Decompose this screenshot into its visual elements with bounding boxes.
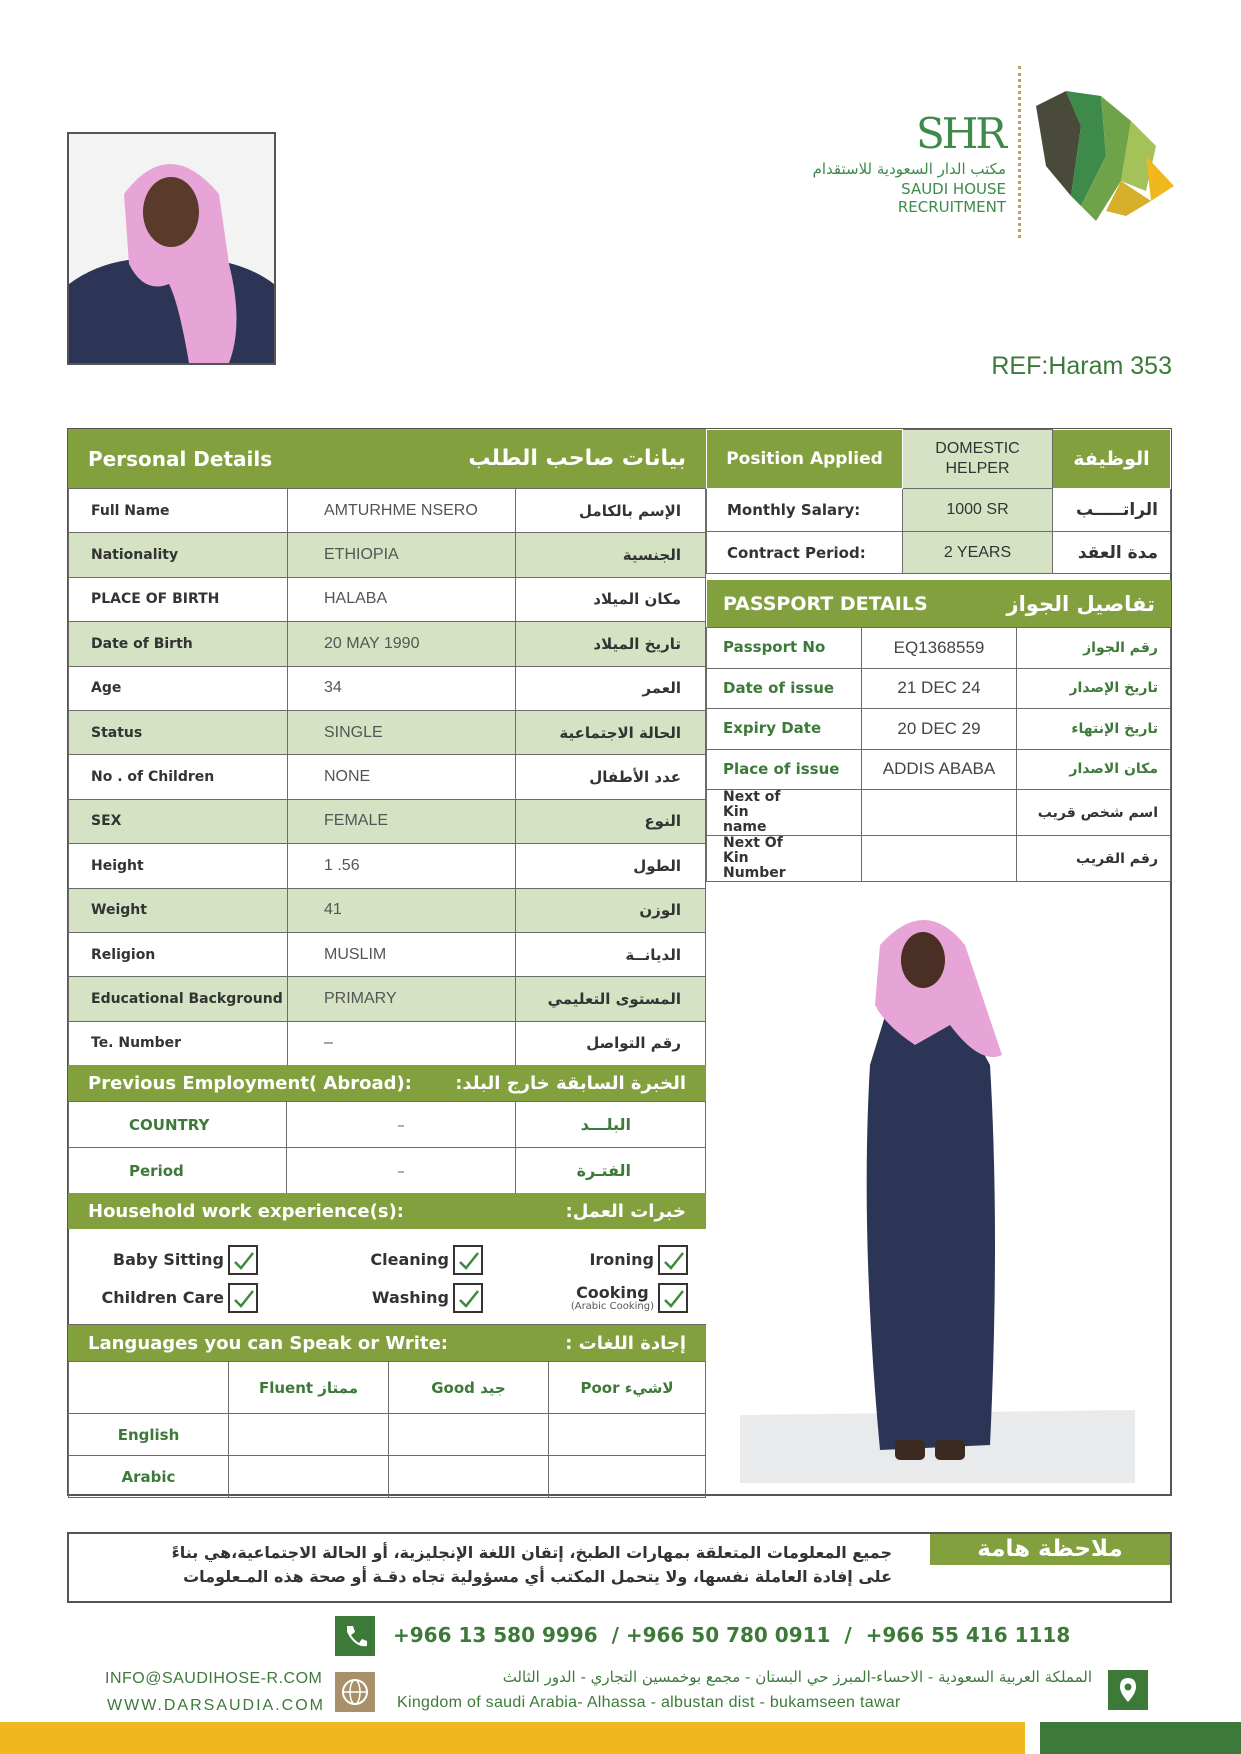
personal-row-label: Height <box>69 844 288 888</box>
personal-row-value: PRIMARY <box>288 977 516 1021</box>
passport-row-label: Date of issue <box>707 668 862 709</box>
logo-mark: SHR <box>916 109 1005 158</box>
passport-row-label: Next of Kin name <box>707 790 862 836</box>
passport-row <box>707 749 1171 790</box>
personal-row-value: – <box>288 1021 516 1065</box>
language-cell-fluent[interactable] <box>229 1414 389 1456</box>
company-logo <box>790 64 1190 244</box>
languages-header-ar: إجادة اللغات : <box>565 1332 686 1354</box>
passport-row-value: ADDIS ABABA <box>862 749 1017 790</box>
language-cell-poor[interactable] <box>549 1456 706 1498</box>
previous-row-value: – <box>287 1102 516 1148</box>
personal-details-header <box>68 429 706 488</box>
previous-header-en: Previous Employment( Abroad): <box>88 1072 412 1094</box>
personal-details-table <box>68 488 706 1066</box>
personal-row-value: NONE <box>288 755 516 799</box>
salary-value: 1000 SR <box>903 489 1053 532</box>
personal-row-label: Weight <box>69 888 288 932</box>
personal-row <box>69 977 706 1021</box>
passport-row-value <box>862 790 1017 836</box>
household-header <box>68 1193 706 1229</box>
language-cell-good[interactable] <box>389 1456 549 1498</box>
previous-row <box>69 1148 706 1194</box>
personal-row <box>69 489 706 533</box>
passport-row-label: Expiry Date <box>707 709 862 750</box>
personal-row <box>69 622 706 666</box>
phone-numbers: +966 13 580 9996 / +966 50 780 0911 / +966 55 416 1118 <box>393 1623 1071 1647</box>
languages-blank-cell <box>69 1362 229 1414</box>
location-pin-icon <box>1108 1670 1148 1710</box>
household-checkbox[interactable] <box>228 1283 258 1313</box>
personal-row-value: MUSLIM <box>288 932 516 976</box>
language-cell-poor[interactable] <box>549 1414 706 1456</box>
household-checkbox[interactable] <box>658 1283 688 1313</box>
phone-icon <box>335 1616 375 1656</box>
previous-employment-header <box>68 1065 706 1101</box>
passport-row <box>707 836 1171 882</box>
languages-table <box>68 1361 706 1498</box>
passport-header-ar: تفاصيل الجواز <box>1006 591 1155 616</box>
previous-row-value: – <box>287 1148 516 1194</box>
language-row <box>69 1414 706 1456</box>
household-item <box>483 1279 688 1317</box>
personal-row-label-ar: الجنسية <box>516 533 706 577</box>
personal-row-label-ar: الوزن <box>516 888 706 932</box>
footer-email: INFO@SAUDIHOSE-R.COM <box>105 1670 323 1687</box>
passport-row-label: Place of issue <box>707 749 862 790</box>
passport-table <box>706 627 1171 882</box>
personal-row-label: Te. Number <box>69 1021 288 1065</box>
salary-label-ar: الراتـــــب <box>1053 489 1171 532</box>
personal-row-label-ar: الحالة الاجتماعية <box>516 710 706 754</box>
note-title: ملاحظة هامة <box>930 1534 1170 1565</box>
personal-row-label-ar: المستوى التعليمي <box>516 977 706 1021</box>
personal-row-label: SEX <box>69 799 288 843</box>
personal-row-label-ar: الديانــة <box>516 932 706 976</box>
personal-row-value: ETHIOPIA <box>288 533 516 577</box>
personal-header-ar: بيانات صاحب الطلب <box>468 446 686 471</box>
logo-arabic: مكتب الدار السعودية للاستقدام <box>812 160 1006 178</box>
passport-header <box>707 580 1171 627</box>
passport-row <box>707 628 1171 669</box>
languages-header-en: Languages you can Speak or Write: <box>88 1332 448 1354</box>
personal-row <box>69 666 706 710</box>
household-header-en: Household work experience(s): <box>88 1200 405 1222</box>
household-header-ar: خبرات العمل: <box>565 1200 686 1222</box>
passport-row <box>707 709 1171 750</box>
contract-value: 2 YEARS <box>903 532 1053 574</box>
previous-row <box>69 1102 706 1148</box>
note-line-2: على إفادة العاملة نفسها، ولا يتحمل المكتب أي مسؤولية تجاه دقـة أو صحة هذه المـعلومات <box>183 1567 892 1586</box>
language-name: English <box>69 1414 229 1456</box>
previous-employment-table <box>68 1101 706 1194</box>
passport-row-label-ar: اسم شخص قريب <box>1017 790 1171 836</box>
portrait-photo <box>67 132 276 365</box>
household-item-label: Ironing <box>589 1250 654 1269</box>
personal-row-label: Full Name <box>69 489 288 533</box>
salary-label: Monthly Salary: <box>707 489 903 532</box>
language-level-header: Poor لاشيء <box>549 1362 706 1414</box>
footer-bar-yellow <box>0 1722 1025 1754</box>
household-item <box>68 1241 258 1279</box>
footer-address-ar: المملكة العربية السعودية - الاحساء-المبرز حي البستان - مجمع بوخمسين التجاري - الدور الثالث <box>502 1668 1092 1686</box>
personal-row-label-ar: عدد الأطفال <box>516 755 706 799</box>
household-item <box>258 1279 483 1317</box>
household-checkbox[interactable] <box>658 1245 688 1275</box>
footer-address-en: Kingdom of saudi Arabia- Alhassa - albustan dist - bukamseen tawar <box>397 1694 901 1711</box>
personal-row <box>69 577 706 621</box>
note-line-1: جميع المعلومات المتعلقة بمهارات الطبخ، إتقان اللغة الإنجليزية، أو الحالة الاجتماعية،هي بناءً <box>171 1543 892 1562</box>
passport-row-value <box>862 836 1017 882</box>
personal-header-en: Personal Details <box>88 446 273 471</box>
personal-row-label: Nationality <box>69 533 288 577</box>
language-cell-good[interactable] <box>389 1414 549 1456</box>
language-name: Arabic <box>69 1456 229 1498</box>
household-item <box>258 1241 483 1279</box>
personal-row-label: No . of Children <box>69 755 288 799</box>
logo-divider <box>1018 66 1021 238</box>
previous-header-ar: الخبرة السابقة خارج البلد: <box>455 1072 686 1094</box>
personal-row-label-ar: تاريخ الميلاد <box>516 622 706 666</box>
household-item <box>68 1279 258 1317</box>
personal-row-label-ar: النوع <box>516 799 706 843</box>
contract-label-ar: مدة العقد <box>1053 532 1171 574</box>
reference-number: REF:Haram 353 <box>991 352 1172 380</box>
passport-row <box>707 790 1171 836</box>
personal-row-value: HALABA <box>288 577 516 621</box>
passport-row-label-ar: مكان الاصدار <box>1017 749 1171 790</box>
passport-row-value: 21 DEC 24 <box>862 668 1017 709</box>
household-item-label: Children Care <box>101 1288 224 1307</box>
language-level-header: Good جيد <box>389 1362 549 1414</box>
portrait-figure <box>69 134 274 363</box>
position-table <box>706 429 1171 574</box>
passport-row-value: EQ1368559 <box>862 628 1017 669</box>
personal-row-label-ar: العمر <box>516 666 706 710</box>
personal-row-label: Date of Birth <box>69 622 288 666</box>
personal-row-label: Status <box>69 710 288 754</box>
personal-row-label-ar: الطول <box>516 844 706 888</box>
personal-row-label-ar: الإسم بالكامل <box>516 489 706 533</box>
previous-row-label-ar: البلـــد <box>516 1102 706 1148</box>
passport-row-label-ar: رقم الجواز <box>1017 628 1171 669</box>
household-checkbox[interactable] <box>228 1245 258 1275</box>
previous-row-label: COUNTRY <box>69 1102 287 1148</box>
household-item-label: Cooking <box>576 1283 649 1302</box>
personal-row-value: 41 <box>288 888 516 932</box>
personal-row-label-ar: مكان الميلاد <box>516 577 706 621</box>
household-panel <box>68 1229 706 1325</box>
contract-label: Contract Period: <box>707 532 903 574</box>
passport-row <box>707 668 1171 709</box>
language-cell-fluent[interactable] <box>229 1456 389 1498</box>
language-level-header: Fluent ممتاز <box>229 1362 389 1414</box>
personal-row <box>69 755 706 799</box>
household-checkbox[interactable] <box>453 1283 483 1313</box>
logo-english: SAUDI HOUSE RECRUITMENT <box>897 180 1006 216</box>
position-value: DOMESTIC HELPER <box>903 430 1053 489</box>
footer-website: WWW.DARSAUDIA.COM <box>107 1697 325 1714</box>
personal-row <box>69 844 706 888</box>
passport-row-label: Passport No <box>707 628 862 669</box>
personal-row <box>69 533 706 577</box>
footer-bar-green <box>1040 1722 1241 1754</box>
personal-row-value: 20 MAY 1990 <box>288 622 516 666</box>
personal-row-label-ar: رقم التواصل <box>516 1021 706 1065</box>
position-label: Position Applied <box>707 430 903 489</box>
passport-row-label-ar: تاريخ الإصدار <box>1017 668 1171 709</box>
full-body-photo <box>740 905 1135 1483</box>
previous-row-label: Period <box>69 1148 287 1194</box>
personal-row <box>69 888 706 932</box>
household-item-sublabel: (Arabic Cooking) <box>570 1301 654 1312</box>
personal-row <box>69 799 706 843</box>
map-icon <box>1026 86 1176 226</box>
personal-row-label: Educational Background <box>69 977 288 1021</box>
personal-row-label: PLACE OF BIRTH <box>69 577 288 621</box>
language-row <box>69 1456 706 1498</box>
languages-header <box>68 1325 706 1361</box>
passport-row-label: Next Of Kin Number <box>707 836 862 882</box>
full-body-figure <box>740 905 1135 1483</box>
personal-row <box>69 932 706 976</box>
personal-row-value: 34 <box>288 666 516 710</box>
globe-icon <box>335 1672 375 1712</box>
personal-row <box>69 1021 706 1065</box>
passport-row-label-ar: رقم القريب <box>1017 836 1171 882</box>
personal-row-value: AMTURHME NSERO <box>288 489 516 533</box>
household-item <box>483 1241 688 1279</box>
previous-row-label-ar: الفتـرة <box>516 1148 706 1194</box>
passport-header-en: PASSPORT DETAILS <box>723 592 928 615</box>
personal-row-value: FEMALE <box>288 799 516 843</box>
household-item-label: Washing <box>371 1288 449 1307</box>
household-item-label: Baby Sitting <box>112 1250 224 1269</box>
personal-row-value: 1 .56 <box>288 844 516 888</box>
passport-row-label-ar: تاريخ الإنتهاء <box>1017 709 1171 750</box>
passport-row-value: 20 DEC 29 <box>862 709 1017 750</box>
personal-row <box>69 710 706 754</box>
household-checkbox[interactable] <box>453 1245 483 1275</box>
household-item-label: Cleaning <box>370 1250 449 1269</box>
position-label-ar: الوظيفة <box>1053 430 1171 489</box>
personal-row-label: Age <box>69 666 288 710</box>
personal-row-value: SINGLE <box>288 710 516 754</box>
personal-row-label: Religion <box>69 932 288 976</box>
languages-header-row <box>69 1362 706 1414</box>
